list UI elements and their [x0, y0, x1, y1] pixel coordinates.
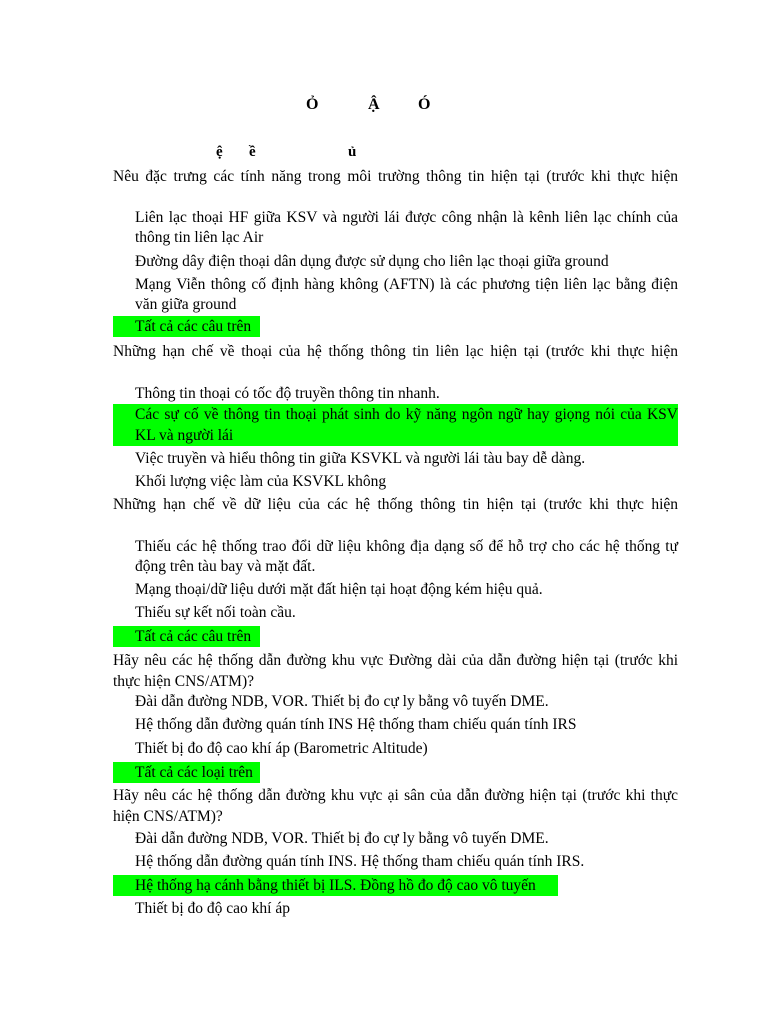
answer-option: Thiết bị đo độ cao khí áp: [135, 900, 290, 917]
page-title: [0, 96, 768, 118]
answer-option-correct: [113, 626, 260, 647]
answer-option: Thiếu sự kết nối toàn cầu.: [135, 604, 296, 621]
title-glyph: Ó: [418, 96, 431, 113]
question-text: Hãy nêu các hệ thống dẫn đường khu vực Đường dài của dẫn đường hiện tại (trước khi thực hiện CNS/ATM)?: [113, 652, 678, 690]
answer-option-label: Tất cả các câu trên: [135, 628, 252, 645]
answer-option: Liên lạc thoại HF giữa KSV và người lái được công nhận là kênh liên lạc chính của thông tin liên lạc Air: [135, 209, 678, 246]
question-text: Hãy nêu các hệ thống dẫn đường khu vực ại sân của dẫn đường hiện tại (trước khi thực hiện CNS/ATM)?: [113, 787, 678, 825]
answer-option: Việc truyền và hiểu thông tin giữa KSVKL và người lái tàu bay dễ dàng.: [135, 450, 586, 467]
answer-option: Mạng thoại/dữ liệu dưới mặt đất hiện tại hoạt động kém hiệu quả.: [135, 581, 543, 598]
question-text: Những hạn chế về thoại của hệ thống thông tin liên lạc hiện tại (trước khi thực hiện: [113, 343, 678, 360]
question-text: Nêu đặc trưng các tính năng trong môi trường thông tin hiện tại (trước khi thực hiện: [113, 168, 678, 185]
answer-option-correct: Các sự cố về thông tin thoại phát sinh do kỹ năng ngôn ngữ hay giọng nói của KSV KL và người lái: [135, 406, 678, 444]
answer-option: Mạng Viễn thông cố định hàng không (AFTN) là các phương tiện liên lạc bằng điện văn giữa ground: [135, 276, 678, 313]
answer-option-label: Hệ thống hạ cánh bằng thiết bị ILS. Đồng hồ đo độ cao vô tuyến: [135, 877, 536, 894]
subtitle-glyph: ệ: [216, 144, 223, 160]
answer-option-label: Tất cả các câu trên: [135, 318, 252, 335]
answer-option-correct: [113, 316, 260, 337]
answer-option-correct: [113, 762, 260, 783]
answer-option: Đài dẫn đường NDB, VOR. Thiết bị đo cự ly bằng vô tuyến DME.: [135, 830, 549, 847]
title-glyph: Ỏ: [306, 96, 319, 113]
answer-option: Khối lượng việc làm của KSVKL không: [135, 473, 387, 490]
answer-option-correct: [113, 875, 558, 896]
answer-option: Thông tin thoại có tốc độ truyền thông tin nhanh.: [135, 385, 440, 402]
subtitle-glyph: ề: [249, 144, 256, 160]
title-glyph: Ậ: [368, 96, 380, 113]
section-heading: [0, 144, 768, 164]
answer-option: Hệ thống dẫn đường quán tính INS. Hệ thống tham chiếu quán tính IRS.: [135, 853, 585, 870]
answer-option: Đài dẫn đường NDB, VOR. Thiết bị đo cự ly bằng vô tuyến DME.: [135, 693, 549, 710]
answer-option-label: Tất cả các loại trên: [135, 764, 253, 781]
answer-option: Hệ thống dẫn đường quán tính INS Hệ thống tham chiếu quán tính IRS: [135, 716, 577, 733]
answer-option: Đường dây điện thoại dân dụng được sử dụng cho liên lạc thoại giữa ground: [135, 253, 609, 270]
question-text: Những hạn chế về dữ liệu của các hệ thống thông tin hiện tại (trước khi thực hiện: [113, 496, 678, 513]
answer-option: Thiếu các hệ thống trao đổi dữ liệu không địa dạng số để hỗ trợ cho các hệ thống tự động trên tàu bay và mặt đất.: [135, 538, 678, 575]
subtitle-glyph: ủ: [348, 144, 357, 160]
answer-option: Thiết bị đo độ cao khí áp (Barometric Altitude): [135, 740, 428, 757]
